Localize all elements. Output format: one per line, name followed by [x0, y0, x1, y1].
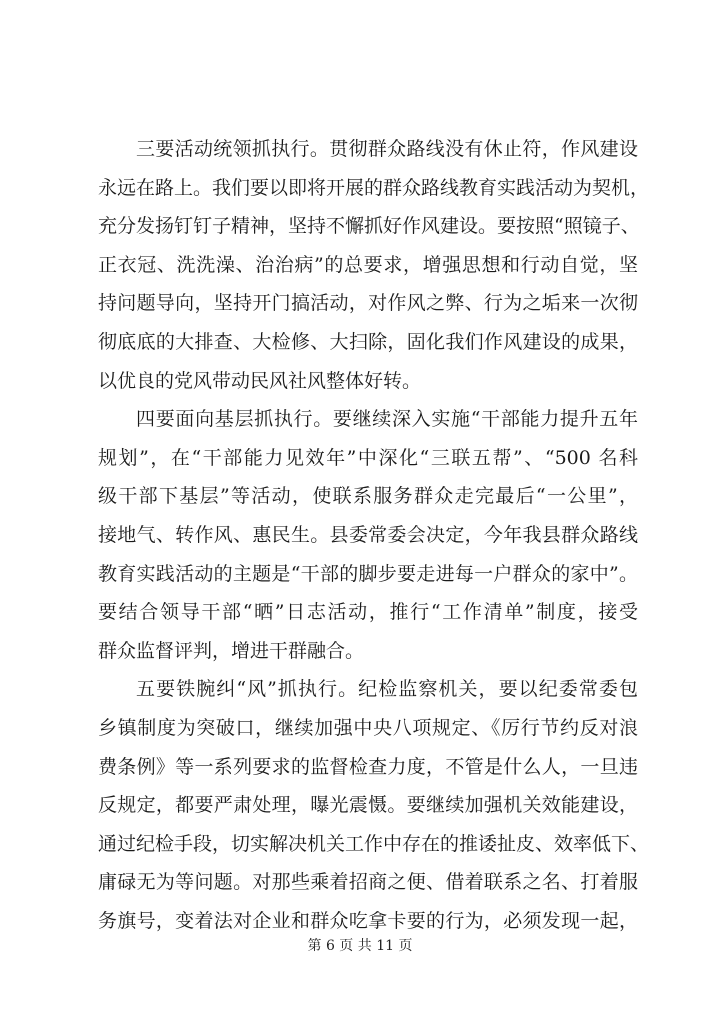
text-line: 正衣冠、洗洗澡、治治病”的总要求，增强思想和行动自觉，坚 — [98, 253, 638, 276]
paragraph-discipline — [98, 670, 650, 940]
text-line: 五要铁腕纠“风”抓执行。纪检监察机关，要以纪委常委包 — [136, 678, 638, 701]
text-line: 庸碌无为等问题。对那些乘着招商之便、借着联系之名、打着服 — [98, 871, 638, 894]
text-line: 三要活动统领抓执行。贯彻群众路线没有休止符，作风建设 — [136, 138, 638, 160]
text-line: 要结合领导干部“晒”日志活动，推行“工作清单”制度，接受 — [98, 601, 638, 624]
text-line: 彻底底的大排查、大检修、大扫除，固化我们作风建设的成果， — [98, 330, 638, 353]
text-line: 反规定，都要严肃处理，曝光震慑。要继续加强机关效能建设， — [98, 794, 638, 817]
text-line: 群众监督评判，增进干群融合。 — [98, 639, 365, 662]
text-line: 务旗号，变着法对企业和群众吃拿卡要的行为，必须发现一起， — [98, 909, 638, 932]
page-number-footer: 第 6 页 共 11 页 — [307, 938, 413, 954]
text-line: 持问题导向，坚持开门搞活动，对作风之弊、行为之垢来一次彻 — [98, 292, 638, 315]
paragraph-grassroots — [98, 400, 638, 670]
text-line: 教育实践活动的主题是“干部的脚步要走进每一户群众的家中”。 — [98, 562, 638, 585]
text-line: 规划”，在“干部能力见效年”中深化“三联五帮”、“500 名科 — [98, 446, 638, 469]
text-line: 充分发扬钉钉子精神，坚持不懈抓好作风建设。要按照“照镜子、 — [98, 215, 640, 238]
text-line: 级干部下基层”等活动，使联系服务群众走完最后“一公里”， — [98, 485, 638, 508]
paragraph-activity-lead — [98, 130, 650, 400]
text-line: 四要面向基层抓执行。要继续深入实施“干部能力提升五年 — [136, 408, 638, 431]
text-line: 乡镇制度为突破口，继续加强中央八项规定、《厉行节约反对浪 — [98, 716, 638, 739]
text-line: 以优良的党风带动民风社风整体好转。 — [98, 369, 422, 392]
document-body — [98, 130, 650, 940]
text-line: 接地气、转作风、惠民生。县委常委会决定，今年我县群众路线 — [98, 523, 638, 546]
text-line: 通过纪检手段，切实解决机关工作中存在的推诿扯皮、效率低下、 — [98, 832, 650, 855]
text-line: 费条例》等一系列要求的监督检查力度，不管是什么人，一旦违 — [98, 755, 638, 778]
text-line: 永远在路上。我们要以即将开展的群众路线教育实践活动为契机， — [98, 176, 650, 199]
